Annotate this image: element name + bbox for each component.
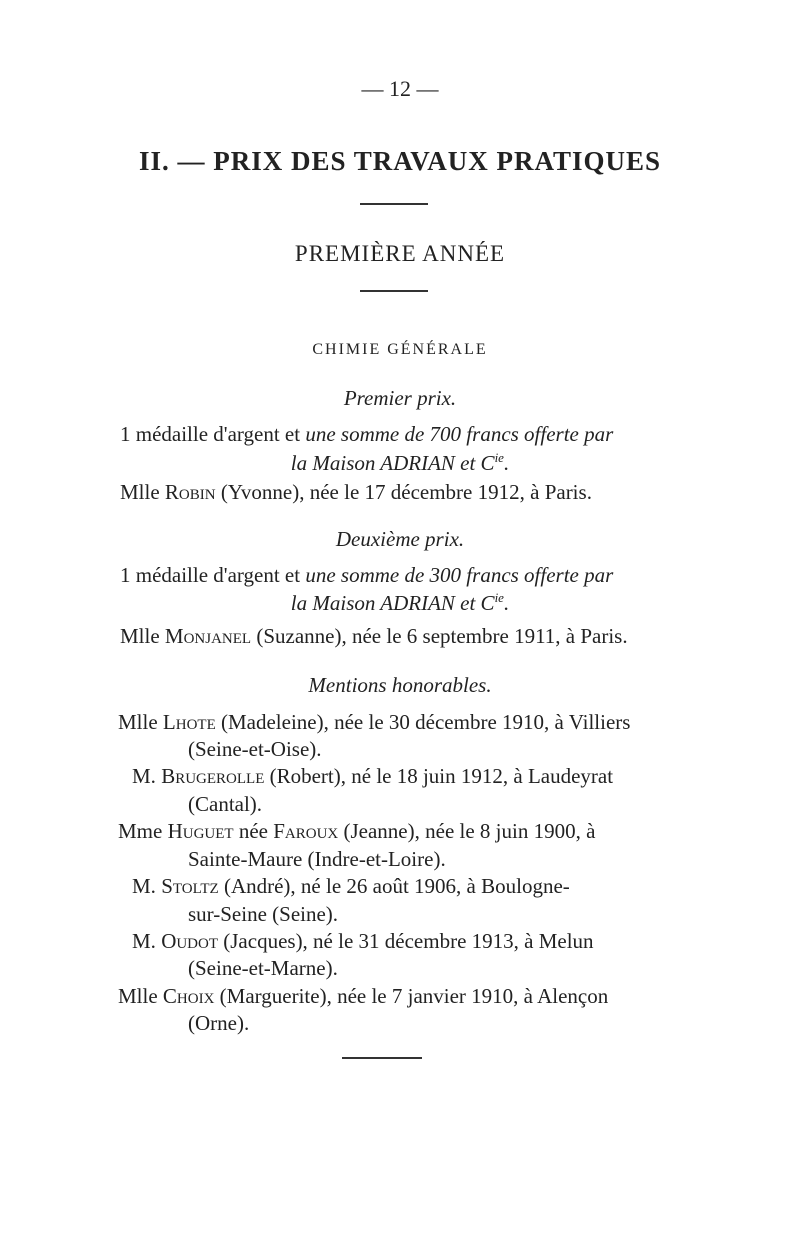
second-prize-winner: Mlle Monjanel (Suzanne), née le 6 septembre 1911, à Paris. [120,624,628,648]
divider [360,290,428,292]
year-title: PREMIÈRE ANNÉE [294,241,506,266]
mention-entry-continuation: (Cantal). [188,792,263,816]
mentions-heading: Mentions honorables. [308,673,492,697]
mention-entry: M. Oudot (Jacques), né le 31 décembre 1913, à Melun [132,929,594,953]
first-prize-award [120,422,613,447]
first-prize-award-sponsor: la Maison ADRIAN et $C^{ie}$. [290,450,510,475]
second-prize-award: 1 médaille d'argent et une somme de 300 francs offerte par [120,563,614,587]
mention-entry: Mlle Choix (Marguerite), née le 7 janvier 1910, à Alençon [118,984,609,1008]
mention-entry-continuation: (Seine-et-Oise). [188,737,322,761]
mention-entry-continuation: (Orne). [188,1011,250,1035]
first-prize-heading: Premier prix. [343,386,457,410]
page-number: — 12 — [361,76,439,101]
mention-entry-continuation: sur-Seine (Seine). [188,902,339,926]
mention-entry: M. Stoltz (André), né le 26 août 1906, à Boulogne- [132,874,570,898]
mention-entry-continuation: Sainte-Maure (Indre-et-Loire). [188,847,446,871]
mention-entry: Mme Huguet née Faroux (Jeanne), née le 8 juin 1900, à [118,819,596,843]
second-prize-award-sponsor: la Maison ADRIAN et $C^{ie}$. [290,590,510,615]
mention-entry: Mlle Lhote (Madeleine), née le 30 décembre 1910, à Villiers [118,710,631,734]
award-text: une somme de 700 francs offerte par [305,422,614,446]
mention-entry-continuation: (Seine-et-Marne). [188,956,338,980]
second-prize-heading: Deuxième prix. [335,527,465,551]
award-prefix: 1 médaille d'argent et [120,422,306,446]
subject-heading: CHIMIE GÉNÉRALE [312,341,488,358]
first-prize-winner: Mlle Robin (Yvonne), née le 17 décembre 1912, à Paris. [120,480,592,504]
winner-name: Robin [164,480,216,504]
section-title: II. — PRIX DES TRAVAUX PRATIQUES [138,146,662,176]
end-divider [342,1057,422,1059]
mention-entry: M. Brugerolle (Robert), né le 18 juin 1912, à Laudeyrat [132,764,614,788]
divider [360,203,428,205]
